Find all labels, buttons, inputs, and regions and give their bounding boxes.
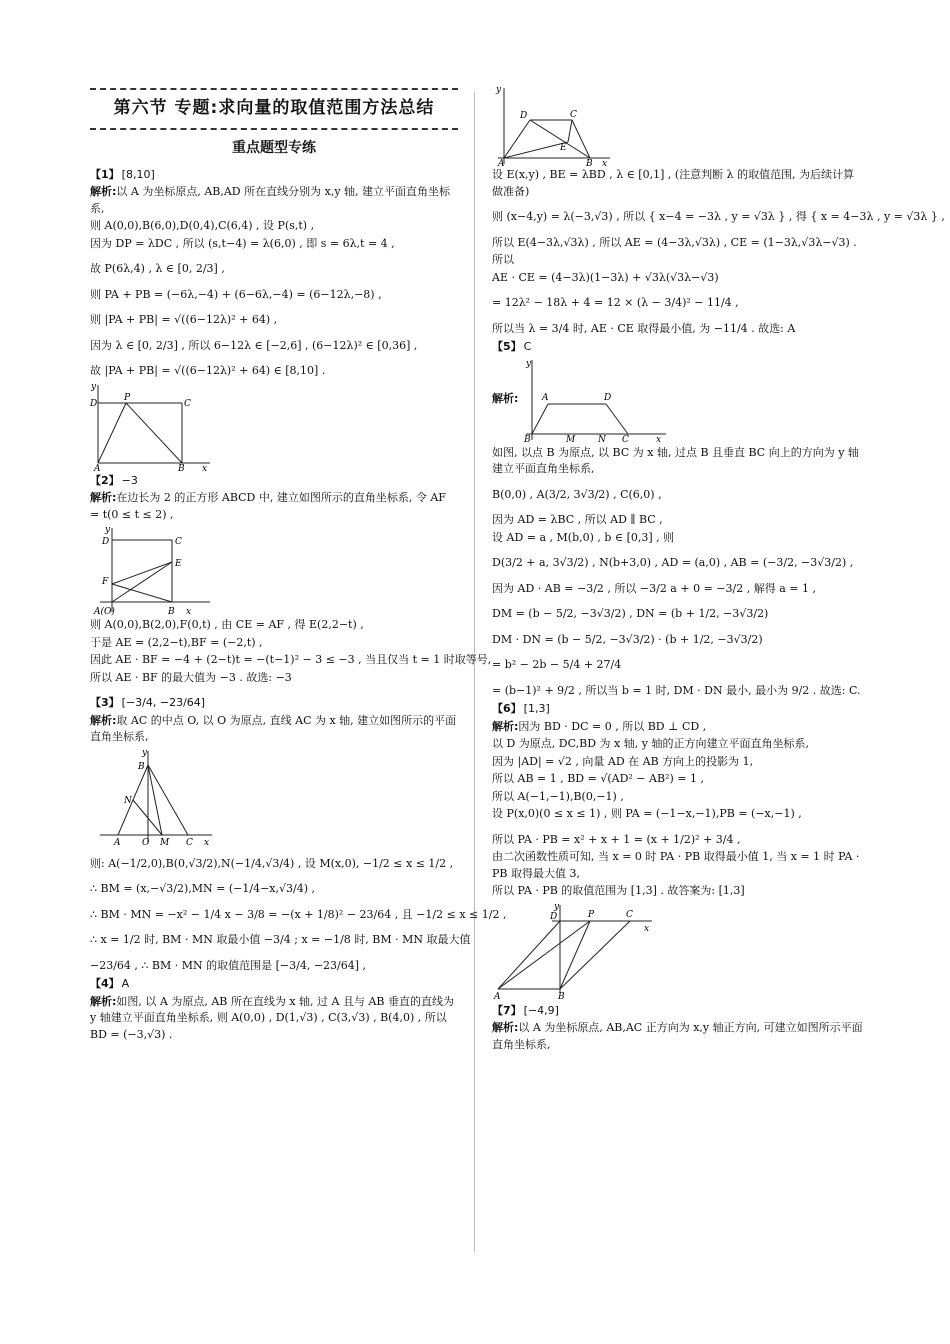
solution-line: 所以 PA · PB = x² + x + 1 = (x + 1/2)² + 3/4 ,	[492, 832, 741, 846]
solution-line: −23/64 , ∴ BM · MN 的取值范围是 [−3/4, −23/64] ,	[90, 958, 367, 972]
point-label: B	[138, 761, 145, 772]
solution-line: 所以	[492, 253, 514, 266]
axis-label-x: x	[186, 607, 192, 617]
point-label: B	[168, 607, 175, 617]
question-number: 【4】	[90, 977, 120, 990]
analysis-label: 解析:	[90, 491, 117, 504]
solution-line: 在边长为 2 的正方形 ABCD 中, 建立如图所示的直角坐标系, 令 AF = t(0 ≤ t ≤ 2) ,	[90, 491, 446, 521]
solution-line: 如图, 以点 B 为原点, 以 BC 为 x 轴, 过点 B 且垂直 BC 向上的方向为 y 轴建立平面直角坐标系,	[492, 445, 859, 475]
solution-line: 取 AC 的中点 O, 以 O 为原点, 直线 AC 为 x 轴, 建立如图所示的平面直角坐标系,	[90, 713, 457, 743]
axis-label-y: y	[91, 381, 97, 392]
point-label: A	[94, 463, 101, 474]
analysis-label: 解析:	[90, 994, 117, 1008]
axis-label-y: y	[496, 85, 502, 95]
point-label: P	[124, 392, 131, 403]
axis-label-y: y	[142, 747, 148, 758]
point-label: D	[604, 392, 612, 403]
question-number: 【3】	[90, 696, 120, 709]
point-label: B	[524, 434, 532, 445]
answer: [−3/4, −23/64]	[121, 696, 206, 709]
point-label: D	[520, 111, 528, 121]
solution-line: 所以 PA · PB 的取值范围为 [1,3] . 故答案为: [1,3]	[492, 884, 745, 897]
figure-q5	[518, 356, 668, 444]
solution-line: DM = (b − 5/2, −3√3/2) , DN = (b + 1/2, −3√3/2)	[492, 607, 769, 620]
analysis-label: 解析:	[90, 185, 117, 198]
solution-line: 所以 AE · BF 的最大值为 −3 . 故选: −3	[90, 670, 292, 684]
figure-q4	[492, 84, 622, 169]
solution-line: DM · DN = (b − 5/2, −3√3/2) · (b + 1/2, −3√3/2)	[492, 632, 763, 646]
solution-line: 设 P(x,0)(0 ≤ x ≤ 1) , 则 PA = (−1−x,−1),PB = (−x,−1) ,	[492, 807, 802, 820]
solution-line: 因为 AD · AB = −3/2 , 所以 −3/2 a + 0 = −3/2 , 解得 a = 1 ,	[492, 581, 816, 595]
solution-line: 因为 DP = λDC , 所以 (s,t−4) = λ(6,0) , 即 s = 6λ,t = 4 ,	[90, 236, 395, 250]
page-title: 第六节 专题:求向量的取值范围方法总结	[113, 98, 435, 118]
right-column	[492, 84, 945, 1054]
axis-label-x: x	[656, 434, 662, 445]
question-7	[492, 1003, 864, 1054]
question-number: 【5】	[492, 340, 522, 353]
point-label: M	[160, 837, 170, 848]
axis-label-y: y	[526, 358, 532, 369]
answer: [1,3]	[523, 702, 550, 715]
point-label: C	[626, 909, 633, 920]
solution-line: 所以 A(−1,−1),B(0,−1) ,	[492, 789, 624, 803]
solution-line: 以 D 为原点, DC,BD 为 x 轴, y 轴的正方向建立平面直角坐标系,	[492, 737, 809, 750]
point-label: B	[558, 991, 565, 1002]
solution-line: ∴ BM · MN = −x² − 1/4 x − 3/8 = −(x + 1/8)² − 23/64 , 且 −1/2 ≤ x ≤ 1/2 ,	[90, 907, 507, 921]
solution-line: = (b−1)² + 9/2 , 所以当 b = 1 时, DM · DN 最小, 最小为 9/2 . 故选: C.	[492, 683, 861, 697]
solution-line: 则 |PA + PB| = √((6−12λ)² + 64) ,	[90, 313, 278, 326]
point-label: A	[114, 837, 121, 848]
solution-line: AE · CE = (4−3λ)(1−3λ) + √3λ(√3λ−√3)	[492, 270, 719, 284]
question-4	[90, 976, 458, 1043]
question-2	[90, 473, 492, 687]
solution-line: 以 A 为坐标原点, AB,AD 所在直线分别为 x,y 轴, 建立平面直角坐标系,	[90, 185, 451, 215]
point-label: D	[102, 537, 110, 547]
answer: C	[523, 340, 532, 353]
point-label: C	[186, 837, 193, 848]
point-label: C	[570, 110, 577, 120]
column-divider	[474, 92, 475, 1252]
analysis-label: 解析:	[492, 392, 519, 406]
point-label: A(O)	[94, 607, 115, 617]
solution-line: 设 AD = a , M(b,0) , b ∈ [0,3] , 则	[492, 530, 675, 544]
point-label: A	[494, 991, 501, 1002]
analysis-label: 解析:	[492, 719, 519, 733]
section-subtitle: 重点题型专练	[232, 139, 316, 156]
solution-line: = 12λ² − 18λ + 4 = 12 × (λ − 3/4)² − 11/4 ,	[492, 296, 739, 309]
solution-line: 因为 λ ∈ [0, 2/3] , 所以 6−12λ ∈ [−2,6] , (6−12λ)² ∈ [0,36] ,	[90, 338, 418, 352]
solution-line: 以 A 为坐标原点, AB,AC 正方向为 x,y 轴正方向, 可建立如图所示平面直角坐标系,	[492, 1021, 863, 1051]
point-label: A	[542, 392, 549, 403]
answer: −3	[121, 473, 138, 487]
point-label: O	[142, 837, 150, 848]
analysis-label: 解析:	[90, 713, 117, 727]
left-column	[90, 88, 507, 1044]
question-number: 【7】	[492, 1003, 522, 1017]
solution-line: 则: A(−1/2,0),B(0,√3/2),N(−1/4,√3/4) , 设 M(x,0), −1/2 ≤ x ≤ 1/2 ,	[90, 856, 454, 870]
solution-line: 故 P(6λ,4) , λ ∈ [0, 2/3] ,	[90, 262, 225, 275]
solution-line: 则 (x−4,y) = λ(−3,√3) , 所以 { x−4 = −3λ , y = √3λ } , 得 { x = 4−3λ , y = √3λ } ,	[492, 210, 945, 223]
axis-label-y: y	[554, 901, 560, 912]
point-label: F	[102, 577, 109, 587]
solution-line: D(3/2 + a, 3√3/2) , N(b+3,0) , AD = (a,0) , AB = (−3/2, −3√3/2) ,	[492, 556, 854, 569]
answer: [−4,9]	[523, 1003, 559, 1017]
solution-line: 所以 E(4−3λ,√3λ) , 所以 AE = (4−3λ,√3λ) , CE = (1−3λ,√3λ−√3) .	[492, 235, 857, 249]
solution-line: 设 E(x,y) , BE = λBD , λ ∈ [0,1] , (注意判断 λ 的取值范围, 为后续计算做准备)	[492, 168, 855, 198]
point-label: P	[588, 909, 595, 920]
answer: A	[121, 977, 130, 990]
solution-line: 则 PA + PB = (−6λ,−4) + (6−6λ,−4) = (6−12λ,−8) ,	[90, 287, 382, 301]
point-label: C	[184, 398, 191, 409]
point-label: D	[550, 911, 558, 922]
point-label: B	[586, 159, 593, 169]
figure-q6	[492, 901, 662, 1001]
solution-line: 因为 AD = λBC , 所以 AD ∥ BC ,	[492, 513, 663, 526]
question-1	[90, 167, 458, 474]
question-number: 【6】	[492, 702, 522, 715]
solution-line: 因此 AE · BF = −4 + (2−t)t = −(t−1)² − 3 ≤ −3 , 当且仅当 t = 1 时取等号,	[90, 653, 492, 666]
solution-line: = b² − 2b − 5/4 + 27/4	[492, 658, 622, 671]
solution-line: B(0,0) , A(3/2, 3√3/2) , C(6,0) ,	[492, 487, 662, 501]
solution-line: ∴ x = 1/2 时, BM · MN 取最小值 −3/4 ; x = −1/8 时, BM · MN 取最大值	[90, 933, 471, 946]
question-number: 【2】	[90, 473, 120, 487]
axis-label-x: x	[644, 923, 650, 934]
figure-q3	[90, 747, 220, 847]
axis-label-x: x	[602, 159, 608, 169]
solution-line: 则 A(0,0),B(6,0),D(0,4),C(6,4) , 设 P(s,t) ,	[90, 219, 315, 232]
solution-line: 所以 AB = 1 , BD = √(AD² − AB²) = 1 ,	[492, 772, 704, 785]
solution-line: 因为 |AD| = √2 , 向量 AD 在 AB 方向上的投影为 1,	[492, 754, 754, 768]
solution-line: 于是 AE = (2,2−t),BF = (−2,t) ,	[90, 635, 263, 649]
analysis-label: 解析:	[492, 1021, 519, 1034]
point-label: D	[90, 398, 98, 409]
question-3	[90, 695, 507, 974]
point-label: M	[566, 434, 576, 445]
solution-line: ∴ BM = (x,−√3/2),MN = (−1/4−x,√3/4) ,	[90, 882, 315, 895]
question-5	[492, 339, 864, 699]
point-label: C	[175, 537, 182, 547]
question-6	[492, 701, 864, 1001]
point-label: E	[175, 559, 182, 569]
axis-label-x: x	[204, 837, 210, 848]
point-label: B	[178, 463, 185, 474]
point-label: N	[124, 795, 132, 806]
title-banner	[90, 88, 458, 130]
solution-line: 因为 BD · DC = 0 , 所以 BD ⊥ CD ,	[518, 719, 707, 733]
solution-line: 所以当 λ = 3/4 时, AE · CE 取得最小值, 为 −11/4 . 故选: A	[492, 321, 796, 335]
question-number: 【1】	[90, 167, 120, 181]
figure-q2	[90, 524, 220, 616]
point-label: C	[622, 434, 630, 445]
point-label: N	[598, 434, 607, 445]
solution-line: 故 |PA + PB| = √((6−12λ)² + 64) ∈ [8,10] .	[90, 364, 326, 377]
solution-line: 则 A(0,0),B(2,0),F(0,t) , 由 CE = AF , 得 E(2,2−t) ,	[90, 618, 364, 631]
solution-line: 如图, 以 A 为原点, AB 所在直线为 x 轴, 过 A 且与 AB 垂直的直线为 y 轴建立平面直角坐标系, 则 A(0,0) , D(1,√3) , C(3,√3) , B(4,0) , 所以 BD = (−3,√3) .	[90, 994, 454, 1041]
point-label: E	[560, 143, 567, 153]
figure-q1	[90, 381, 220, 474]
axis-label-x: x	[202, 463, 208, 474]
axis-label-y: y	[105, 525, 111, 535]
solution-line: 由二次函数性质可知, 当 x = 0 时 PA · PB 取得最小值 1, 当 x = 1 时 PA · PB 取得最大值 3,	[492, 850, 860, 880]
answer: [8,10]	[121, 167, 155, 181]
point-label: A	[498, 159, 505, 169]
